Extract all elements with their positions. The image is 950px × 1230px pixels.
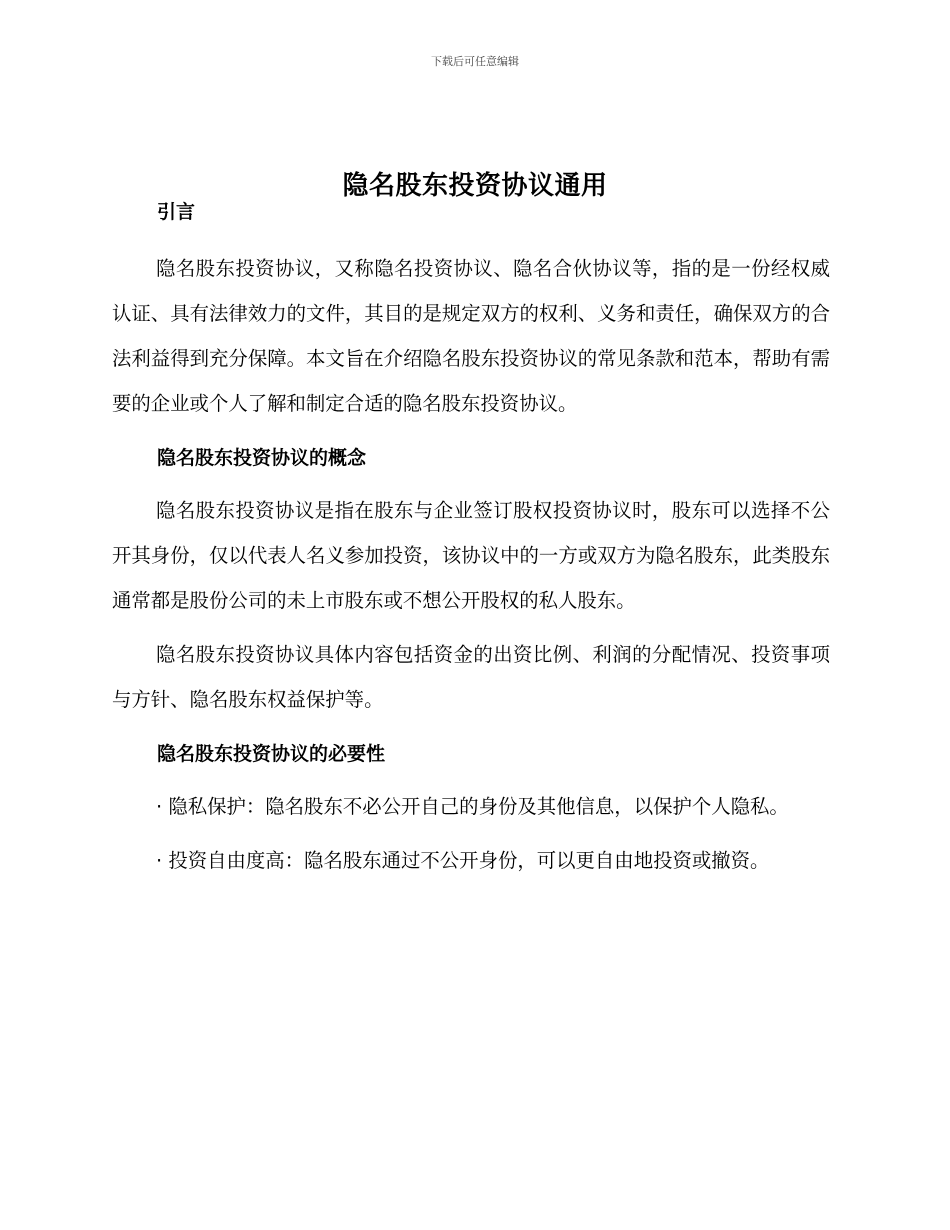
document-title: 隐名股东投资协议通用 bbox=[342, 171, 608, 202]
paragraph-concept-definition: 隐名股东投资协议是指在股东与企业签订股权投资协议时，股东可以选择不公开其身份，仅以代表人名义参加投资，该协议中的一方或双方为隐名股东，此类股东通常都是股份公司的未上市股东或不想公开股权的私人股东。 bbox=[112, 499, 830, 612]
bullet-item-investment-freedom: · 投资自由度高：隐名股东通过不公开身份，可以更自由地投资或撤资。 bbox=[156, 849, 770, 872]
bullet-item-privacy: · 隐私保护：隐名股东不必公开自己的身份及其他信息，以保护个人隐私。 bbox=[156, 795, 789, 818]
section-heading-necessity: 隐名股东投资协议的必要性 bbox=[157, 743, 386, 765]
paragraph-introduction: 隐名股东投资协议，又称隐名投资协议、隐名合伙协议等，指的是一份经权威认证、具有法律效力的文件，其目的是规定双方的权利、义务和责任，确保双方的合法利益得到充分保障。本文旨在介绍隐名股东投资协议的常见条款和范本，帮助有需要的企业或个人了解和制定合适的隐名股东投资协议。 bbox=[112, 257, 830, 415]
paragraph-concept-content: 隐名股东投资协议具体内容包括资金的出资比例、利润的分配情况、投资事项与方针、隐名股东权益保护等。 bbox=[112, 643, 830, 711]
document-body bbox=[112, 194, 830, 883]
page-header: 下载后可任意编辑 bbox=[431, 55, 519, 68]
section-heading-concept: 隐名股东投资协议的概念 bbox=[157, 447, 367, 469]
section-heading-introduction: 引言 bbox=[157, 201, 196, 223]
